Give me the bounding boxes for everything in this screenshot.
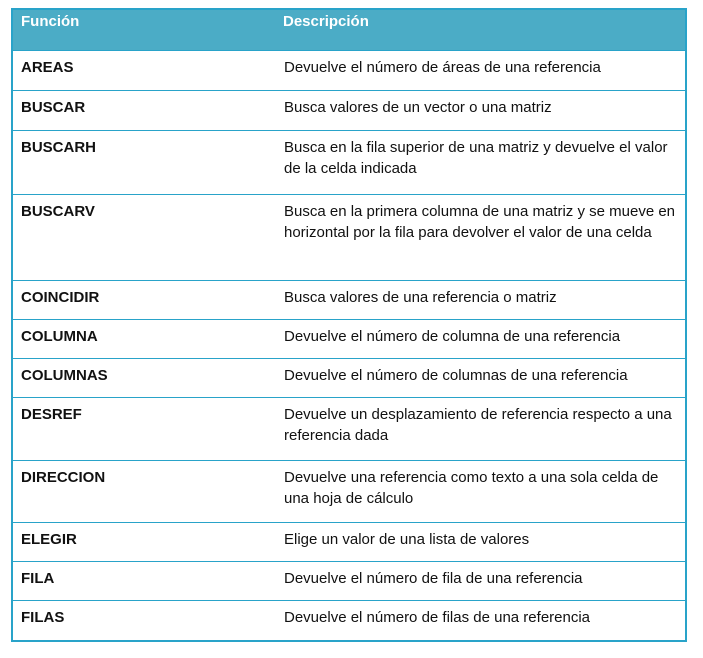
functions-table	[11, 8, 687, 642]
table-header-row	[13, 10, 685, 50]
function-description: Devuelve el número de áreas de una referencia	[275, 50, 685, 90]
function-name: COLUMNA	[13, 319, 275, 358]
table-row	[13, 561, 685, 600]
function-name: BUSCARV	[13, 194, 275, 280]
table-row	[13, 397, 685, 460]
table-row	[13, 319, 685, 358]
table-row	[13, 460, 685, 522]
function-description: Busca valores de un vector o una matriz	[275, 90, 685, 130]
function-description: Devuelve el número de fila de una referencia	[275, 561, 685, 600]
table-row	[13, 280, 685, 319]
table-row	[13, 194, 685, 280]
table-row	[13, 522, 685, 561]
function-description: Elige un valor de una lista de valores	[275, 522, 685, 561]
table-row	[13, 90, 685, 130]
table-row	[13, 130, 685, 194]
function-description: Busca en la primera columna de una matriz y se mueve en horizontal por la fila para devolver el valor de una celda	[275, 194, 685, 280]
function-description: Devuelve un desplazamiento de referencia respecto a una referencia dada	[275, 397, 685, 460]
function-description: Busca valores de una referencia o matriz	[275, 280, 685, 319]
function-name: AREAS	[13, 50, 275, 90]
function-description: Busca en la fila superior de una matriz y devuelve el valor de la celda indicada	[275, 130, 685, 194]
function-name: ELEGIR	[13, 522, 275, 561]
functions-table-grid	[13, 10, 685, 640]
function-name: FILAS	[13, 600, 275, 640]
function-name: DESREF	[13, 397, 275, 460]
table-row	[13, 358, 685, 397]
table-row	[13, 600, 685, 640]
function-description: Devuelve una referencia como texto a una sola celda de una hoja de cálculo	[275, 460, 685, 522]
header-descripcion: Descripción	[275, 10, 685, 50]
function-name: BUSCAR	[13, 90, 275, 130]
function-name: COLUMNAS	[13, 358, 275, 397]
function-name: COINCIDIR	[13, 280, 275, 319]
table-row	[13, 50, 685, 90]
function-description: Devuelve el número de columna de una referencia	[275, 319, 685, 358]
function-description: Devuelve el número de columnas de una referencia	[275, 358, 685, 397]
header-funcion: Función	[13, 10, 275, 50]
function-name: FILA	[13, 561, 275, 600]
function-description: Devuelve el número de filas de una referencia	[275, 600, 685, 640]
function-name: BUSCARH	[13, 130, 275, 194]
function-name: DIRECCION	[13, 460, 275, 522]
